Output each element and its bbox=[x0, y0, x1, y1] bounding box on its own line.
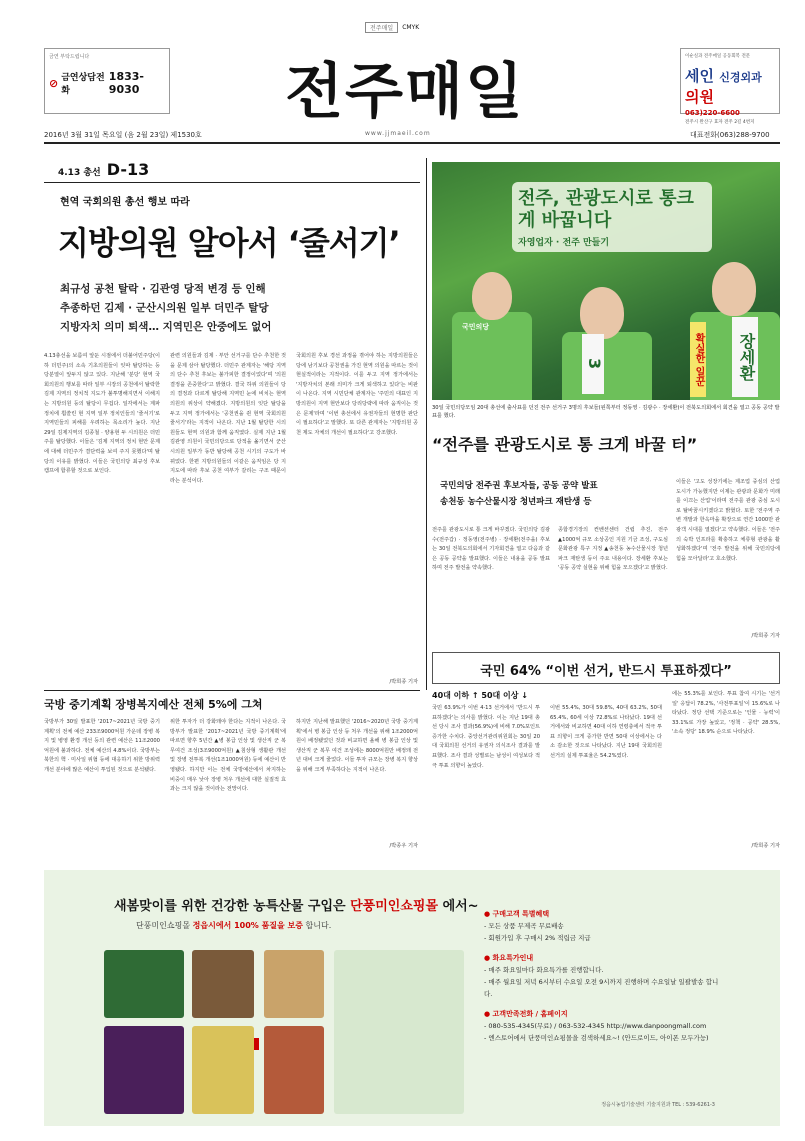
tourism-headline[interactable]: “전주를 관광도시로 통 크게 바꿀 터” bbox=[432, 435, 698, 454]
ad-bottom-headline-c: 에서~ bbox=[442, 899, 479, 914]
dday-label: 4.13 총선 bbox=[58, 168, 101, 178]
masthead-logo[interactable]: 전주매일 bbox=[285, 57, 525, 127]
lead-subheads bbox=[60, 280, 271, 337]
ad-no-smoking-phone-row bbox=[49, 70, 165, 96]
ad-hospital-tel: 063)220-6600 bbox=[685, 109, 740, 117]
vote-body-col2: 이번 55.4%, 30대 59.8%, 40대 63.2%, 50대 65.4%, 60세 이상 72.8%로 나타났다. 19대 선거에서와 비교하면 40대 이하 연령층에서 적극 투표 의향이 크게 증가한 반면 50대 이상에서는 다소 감소한 것으로 나타났다. 지난 19대 국회의원 선거의 실제 투표율은 54.2%였다. bbox=[550, 705, 662, 759]
ad-bottom-sub-b: 정읍시에서 100% 품질을 보증 bbox=[192, 921, 303, 930]
budget-body-col3: 하지만 지난해 발표했던 '2016~2020년 국방 중기계획'에서 병 봉급 인상 등 처우 개선을 위해 1조2000억원이 배정됐었던 것과 비교하면 올해 병 봉급 인상 및 생산직 군 복무 여건 조성에는 8000억원만 배정돼 전년 대비 크게 줄었다. 이들 투자 규모는 장병 복지 향상을 위해 크게 부족하다는 지적이 나온다. bbox=[296, 719, 418, 773]
ad-hospital-name-2: 신경외과 bbox=[719, 71, 762, 84]
info-3-text[interactable]: - 080-535-4345(무료) / 063-532-4345 http://www.danpoongmall.com - 엔스토어에서 단풍미인쇼핑몰을 검색하세요~! (안드로이드, 아이폰 모두가능) bbox=[484, 1022, 709, 1042]
dday-count: D-13 bbox=[106, 160, 150, 179]
tourism-body-col2: 종합경기장의 컨벤션센터 건립 추진, 전주 ▲1000억 규모 소상공인 지원 기금 조성, 구도심 문화관광 특구 지정 ▲송천동 농수산물시장 청년파크 재탄생 등이 주요 내용이다. 장세환 후보는 '공동 공약 실현을 위해 힘을 모으겠다'고 밝혔다. bbox=[558, 527, 668, 572]
sash-left: 국민의당 bbox=[462, 323, 490, 331]
lead-subhead-3: 지방자치 의미 퇴색… 지역민은 안중에도 없어 bbox=[60, 321, 272, 333]
product-blueberries[interactable] bbox=[104, 1026, 184, 1114]
tourism-body-col1: 전주를 관광도시로 통 크게 바꾸겠다. 국민의당 김광수(전주갑) · 정동영(전주병) · 장세환(전주을) 후보는 30일 전북도의회에서 기자회견을 열고 다음과 같은 공동 공약을 발표했다. 이들은 내용을 공동 발표하며 전주 발전을 약속했다. bbox=[432, 527, 550, 572]
column-divider bbox=[426, 158, 427, 690]
cmyk-label: CMYK bbox=[402, 23, 420, 31]
lead-body-col2: 관련 의원들과 김제 · 부안 선거구를 단수 추천한 것을 문제 삼아 탈당했다. 더민주 관계자는 '해당 지역의 단수 추천 후보는 불가피한 결정이었다'며 '의원 결정을 존중한다'고 밝혔다. 결국 하위 의원들이 당의 결정과 다르게 탈당해 지역민 눈에 비치는 현역 의원의 위상이 약해졌다. 지방의원의 잇단 탈당을 두고 지역 정가에서는 '공천권을 쥔 현역 국회의원 줄서기'라는 지적이 나온다. 지난 1월 탈당한 시의원들도 현역 의원과 함께 움직였다. 실제 지난 1월 김관영 의원이 국민의당으로 당적을 옮기면서 군산시의원 일부가 동반 탈당해 공천 시기의 구도가 바뀌었다. 한편 지방의원들의 이같은 움직임은 당 지지도에 따라 후보 공천 여부가 갈리는 구조 때문이라는 분석이다. bbox=[170, 353, 286, 484]
dateline: 2016년 3월 31일 목요일 (음 2월 23일) 제1530호 bbox=[44, 131, 202, 139]
site-url[interactable]: www.jjmaeil.com bbox=[365, 130, 431, 137]
budget-body-col2: 위한 투자가 더 강화돼야 한다는 지적이 나온다. 국방부가 발표한 '2017~2021년 국방 중기계획'에 따르면 향후 5년간 ▲병 봉급 인상 및 생산직 군 복무여건 조성(3조9000억원) ▲침상형 생활관 개선 및 장병 전투복 개선(1조1000억원) 등에 예산이 반영됐다. 하지만 이는 전체 국방예산에서 차지하는 비중이 매우 낮아 장병 처우 개선에 대한 실질적 효과는 크지 않을 것이라는 전망이다. bbox=[170, 719, 286, 793]
ad-hospital[interactable] bbox=[680, 48, 780, 125]
tourism-subhead-2: 송천동 농수산물시장 청년파크 재탄생 등 bbox=[440, 497, 592, 507]
mascot-pepper bbox=[334, 950, 464, 1114]
vote-body-col3: 에는 55.3%를 보인다. 투표 참여 시기는 '선거일' 응답이 78.2%, '사전투표일'이 15.6%로 나타났다. 정당 선택 기준으로는 '인물 · 능력'이 33.1%로 가장 높았고, '정책 · 공약' 28.5%, '소속 정당' 18.9% 순으로 나타났다. bbox=[672, 691, 780, 736]
budget-headline[interactable]: 국방 중기계획 장병복지예산 전체 5%에 그쳐 bbox=[44, 698, 263, 711]
lead-subhead-2: 추종하던 김제 · 군산시의원 일부 더민주 탈당 bbox=[60, 302, 269, 314]
tourism-byline: /박희종 기자 bbox=[751, 633, 780, 639]
budget-top-rule bbox=[44, 690, 420, 691]
photo-banner-text: 전주, 관광도시로 통크게 바꿉니다 bbox=[518, 188, 694, 231]
product-rice-box[interactable] bbox=[104, 950, 184, 1018]
ad-bottom-headline-a: 새봄맞이를 위한 건강한 농특산물 구입은 bbox=[114, 899, 346, 914]
lead-kicker: 현역 국회의원 총선 행보 따라 bbox=[60, 197, 190, 208]
candidate-left bbox=[472, 272, 512, 320]
info-1-text: - 모든 상품 무제곡 무료배송 - 회원가입 후 구매시 2% 적립금 지급 bbox=[484, 922, 591, 942]
candidate-mid bbox=[580, 287, 624, 339]
ad-danpoong-mall[interactable] bbox=[44, 870, 780, 1126]
ad-hospital-name-3: 의원 bbox=[685, 88, 714, 106]
vote-byline: /박희종 기자 bbox=[751, 843, 780, 849]
lead-byline: /박희종 기자 bbox=[389, 679, 418, 685]
ad-bottom-sub-c: 합니다. bbox=[305, 921, 332, 930]
ad-bottom-headline bbox=[114, 895, 479, 914]
ad-bottom-footer: 정읍시농업기술센터 기술지원과 TEL : 539-6261-3 bbox=[601, 1102, 715, 1108]
product-pouch[interactable] bbox=[264, 950, 324, 1018]
candidates-photo[interactable] bbox=[432, 162, 780, 400]
info-2-heading: ● 화요특가인내 bbox=[484, 954, 534, 962]
tourism-subheads bbox=[440, 478, 598, 510]
photo-banner bbox=[512, 182, 712, 252]
ad-hospital-address: 전주시 완산구 효자 전주 2길 4번지 bbox=[685, 120, 755, 125]
product-greens[interactable] bbox=[192, 1026, 254, 1114]
product-sweet-potato[interactable] bbox=[264, 1026, 324, 1114]
edition-mark bbox=[365, 22, 437, 32]
vote-body-col1: 국민 63.9%가 이번 4·13 선거에서 '반드시 투표하겠다'는 의사를 밝혔다. 이는 지난 19대 총선 당시 조사 결과(56.9%)에 비해 7.0%포인트 증가한 수치다. 중앙선거관리위원회는 30일 20대 국회의원 선거의 유권자 의식조사 결과를 발표했다. 조사 결과 성별로는 남성이 여성보다 적극 투표 의향이 높았다. bbox=[432, 705, 540, 769]
ad-bottom-info bbox=[484, 900, 724, 1044]
ad-no-smoking-title: 금연상담전화 bbox=[61, 73, 105, 96]
no-smoking-icon: ⊘ bbox=[49, 76, 59, 90]
budget-body-col1: 국방부가 30일 발표한 '2017~2021년 국방 중기계획'의 전체 예산 233조9000억원 가운데 장병 복지 및 병영 환경 개선 등의 관련 예산은 11조2000억원에 불과하다. 전체 예산의 4.8%이다. 국방부는 북한의 핵 · 미사일 위협 등에 대응하기 위한 방위력 개선 분야에 많은 예산이 투입된 것으로 분석됐다. bbox=[44, 719, 160, 773]
vote-subhead: 40대 이하 ↑ 50대 이상 ↓ bbox=[432, 691, 528, 700]
main-phone: 대표전화(063)288-9700 bbox=[690, 131, 770, 139]
ad-bottom-headline-b: 단풍미인쇼핑몰 bbox=[350, 899, 439, 914]
tourism-subhead-1: 국민의당 전주권 후보자들, 공동 공약 발표 bbox=[440, 481, 598, 491]
ad-no-smoking-number: 1833-9030 bbox=[108, 70, 144, 96]
dday-rule bbox=[44, 182, 420, 183]
ad-no-smoking-note: 금연 부탁드립니다 bbox=[49, 54, 90, 60]
photo-caption: 30일 국민의당모임 20대 총선에 출사표를 던진 전주 선거구 3명의 후보들(왼쪽부터 정동영 · 김광수 · 장세환)이 전북도의회에서 회견을 열고 공동 공약 발표를 했다. bbox=[432, 405, 780, 419]
lead-subhead-1: 최규성 공천 탈락 · 김관영 당적 변경 등 인해 bbox=[60, 283, 266, 295]
tourism-body-col3: 이들은 '고도 성장기에는 제조업 중심의 산업도시가 가능했지만 이제는 관광과 문화가 미래를 이끄는 산업'이라며 전주를 관광 중심 도시로 탈바꿈시키겠다고 밝혔다. 또한 '전주역 주변 개발과 한옥마을 확장으로 연간 1000만 관광객 시대를 열겠다'고 약속했다. 이들은 '전주의 숙박 인프라를 확충하고 체류형 관광을 활성화하겠다'며 '전주 발전을 위해 국민의당에 힘을 모아달라'고 호소했다. bbox=[676, 479, 780, 562]
budget-byline: /박종우 기자 bbox=[389, 843, 418, 849]
ad-bottom-sub bbox=[136, 920, 331, 931]
info-2-text: - 매주 화요일마다 화요특가를 진행합니다. - 매주 월요일 저녁 6시부터 수요일 오전 9시까지 진행하며 수요일날 일괄발송 합니다. bbox=[484, 966, 719, 998]
ad-bottom-sub-a: 단풍미인쇼핑몰 bbox=[136, 921, 193, 930]
sash-right-small: 확실한 일꾼 bbox=[690, 322, 706, 397]
photo-banner-sub: 자영업자 · 전주 만들기 bbox=[518, 238, 610, 248]
sash-mid: 3 bbox=[582, 334, 604, 394]
info-1-heading: ● 구매고객 특별혜택 bbox=[484, 910, 550, 918]
ad-no-smoking[interactable] bbox=[44, 48, 170, 114]
lead-headline[interactable]: 지방의원 알아서 ‘줄서기’ bbox=[58, 224, 400, 262]
ad-hospital-kicker: 이순실과 전주매일 공동회복 전문 bbox=[685, 54, 751, 59]
dday-counter bbox=[58, 160, 149, 179]
vote-headline-box[interactable]: 국민 64% “이번 선거, 반드시 투표하겠다” bbox=[432, 652, 780, 684]
masthead-rule bbox=[44, 142, 780, 144]
info-3-heading: ● 고객만족전화 / 홈페이지 bbox=[484, 1010, 568, 1018]
ad-hospital-name-1: 세인 bbox=[685, 67, 714, 85]
lead-body-col1: 4.13총선을 보름여 앞둔 시점에서 더불어민주당(이하 더민주)의 소속 기초의원들이 잇따 탈당하는 등 당분열이 앞두지 않고 있다. 지난해 '분당' 현역 국회의원의 행보를 따라 일부 시장의 공천에서 탈락한 김제 지역의 정치적 지도가 불투명해지면서 이해지는 지방의원 등의 탈당이 무겁다. 일각에서는 계파정치에 휩쓸린 현 지역 일부 정치인들의 '줄서기'로 지역민들의 피해를 우려하는 목소리가 높다. 지난 29일 김제지역의 김종철 · 양용현 두 시의원은 더민주를 탈당했다. 이들은 '김제 지역의 정치 현안 문제에 대해 더민주가 결단력을 보여 주지 못했다'며 탈당의 이유를 밝혔다. 이들은 국민의당 최규성 후보 캠프에 합류할 것으로 보인다. bbox=[44, 353, 160, 475]
lead-body-col3: 국회의원 후보 경선 과정을 겪어야 하는 지방의원들은 당에 남기보다 공천권을 가진 현역 의원을 따르는 것이 현실적이라는 지적이다. 이를 두고 지역 정가에서는 '지방자치의 본래 의미가 크게 퇴색하고 있다'는 비판이 나온다. 지역 시민단체 관계자는 '주민의 대표인 지방의원이 지역 현안보다 당리당략에 따라 움직이는 것은 문제'라며 '이번 총선에서 유권자들의 현명한 판단이 필요하다'고 말했다. 또 다른 관계자는 '지방의원 공천 제도 자체의 개선이 필요하다'고 강조했다. bbox=[296, 353, 418, 436]
edition-label: 전주매일 bbox=[365, 22, 398, 33]
candidate-mid-vest bbox=[562, 332, 652, 400]
ad-hospital-name bbox=[685, 65, 775, 107]
product-grains[interactable] bbox=[192, 950, 254, 1018]
candidate-right bbox=[712, 262, 756, 316]
sash-right: 장세환 bbox=[732, 317, 758, 397]
